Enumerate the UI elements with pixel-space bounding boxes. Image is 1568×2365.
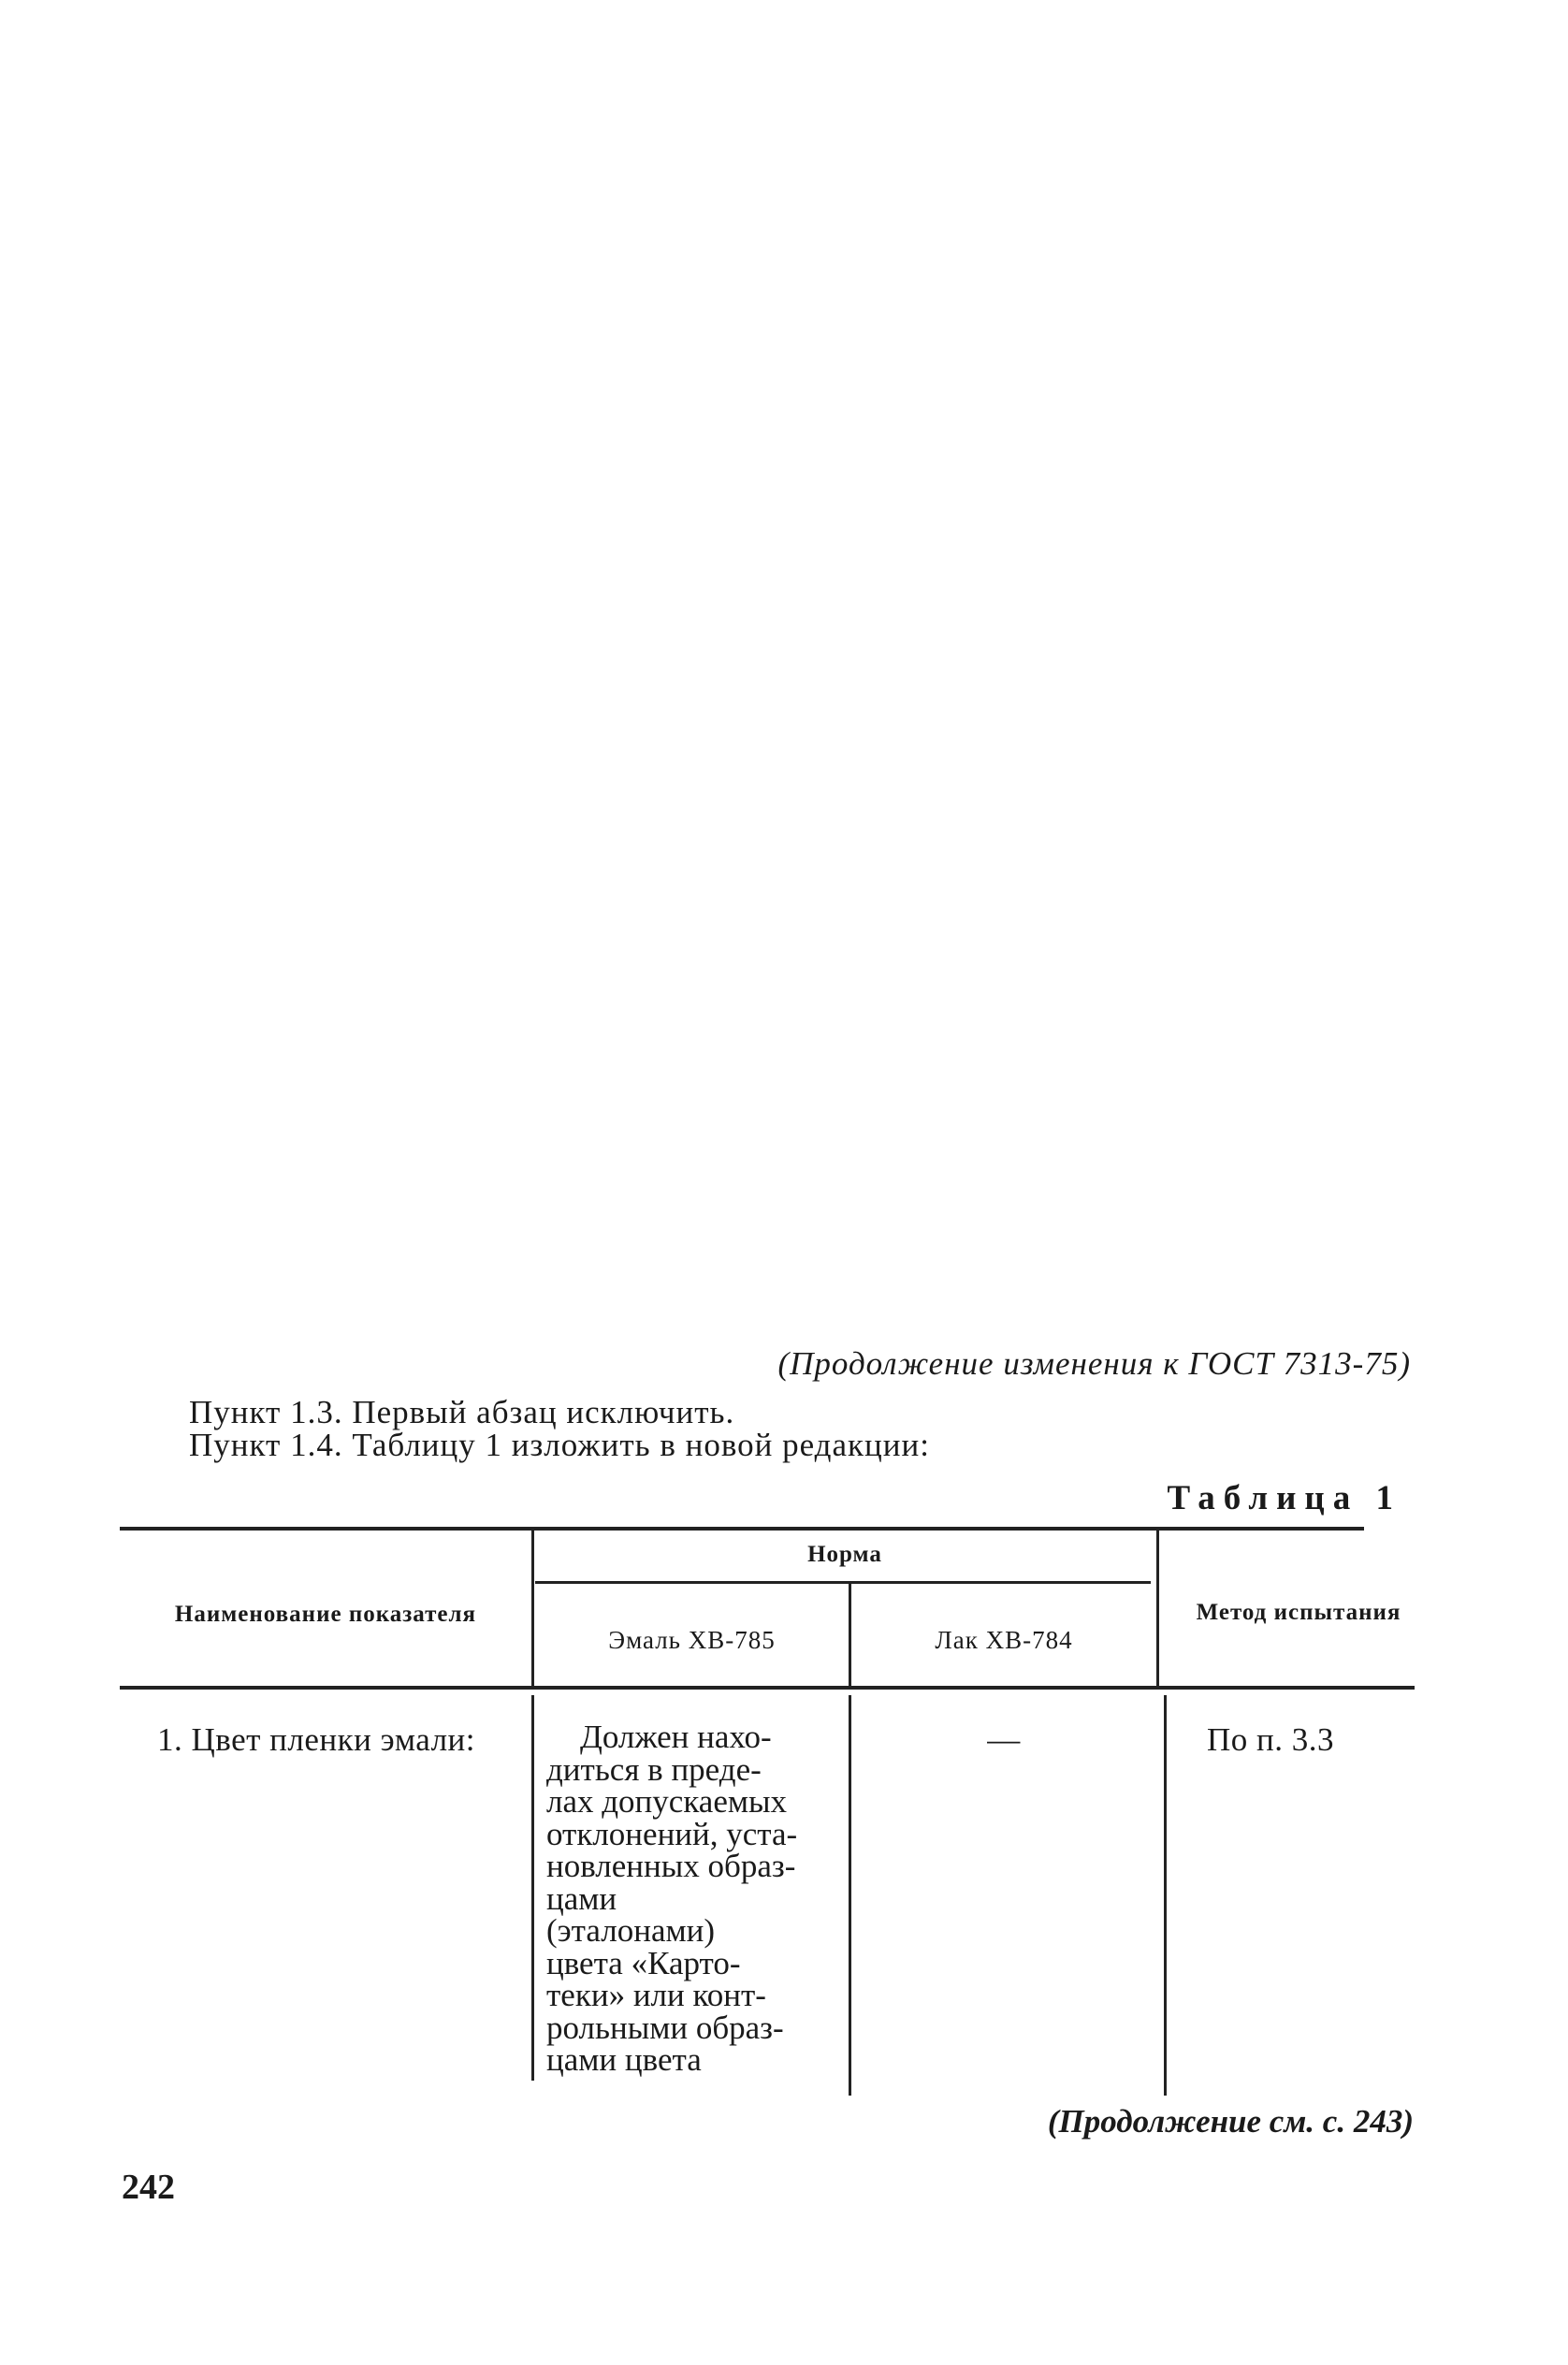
page-number: 242 (122, 2168, 175, 2207)
enamel-text-line: Должен нахо- (580, 1719, 772, 1755)
table-cell-test-method: По п. 3.3 (1207, 1721, 1335, 1758)
enamel-text-line: рольными образ- (546, 2009, 784, 2046)
norm-divider-rule (535, 1581, 1151, 1584)
header-lacquer: Лак ХВ-784 (935, 1626, 1073, 1654)
continuation-header: (Продолжение изменения к ГОСТ 7313-75) (777, 1345, 1411, 1382)
header-enamel: Эмаль ХВ-785 (608, 1626, 776, 1654)
enamel-text-line: новленных образ- (546, 1848, 796, 1884)
table-cell-enamel-norm (546, 1721, 797, 2077)
table-header-bottom-rule (120, 1686, 1415, 1690)
continuation-footer: (Продолжение см. с. 243) (1047, 2103, 1414, 2140)
column-divider-1 (531, 1531, 534, 1686)
body-column-divider-1 (531, 1695, 534, 2081)
enamel-text-line: цвета «Карто- (546, 1944, 741, 1981)
header-indicator-name: Наименование показателя (174, 1602, 477, 1627)
paragraph-1-3: Пункт 1.3. Первый абзац исключить. (189, 1394, 735, 1430)
enamel-text-line: диться в преде- (546, 1750, 762, 1788)
paragraph-1-4: Пункт 1.4. Таблицу 1 изложить в новой редакции: (189, 1427, 930, 1463)
table-top-rule (120, 1527, 1364, 1531)
enamel-text-line: отклонений, уста- (546, 1815, 798, 1852)
body-column-divider-3 (1164, 1695, 1167, 2096)
enamel-text-line: лах допускаемых (546, 1783, 788, 1820)
enamel-text-line: (эталонами) (546, 1912, 716, 1949)
table-cell-indicator: 1. Цвет пленки эмали: (157, 1721, 476, 1758)
table-caption: Таблица 1 (1167, 1479, 1401, 1517)
enamel-text-line: цами (546, 1879, 617, 1917)
column-divider-3 (1156, 1531, 1159, 1686)
header-norm: Норма (807, 1542, 882, 1567)
table-cell-lacquer-norm: — (987, 1721, 1021, 1758)
enamel-text-line: цами цвета (546, 2041, 702, 2078)
enamel-text-line: теки» или конт- (546, 1977, 766, 2013)
header-test-method: Метод испытания (1196, 1600, 1401, 1625)
